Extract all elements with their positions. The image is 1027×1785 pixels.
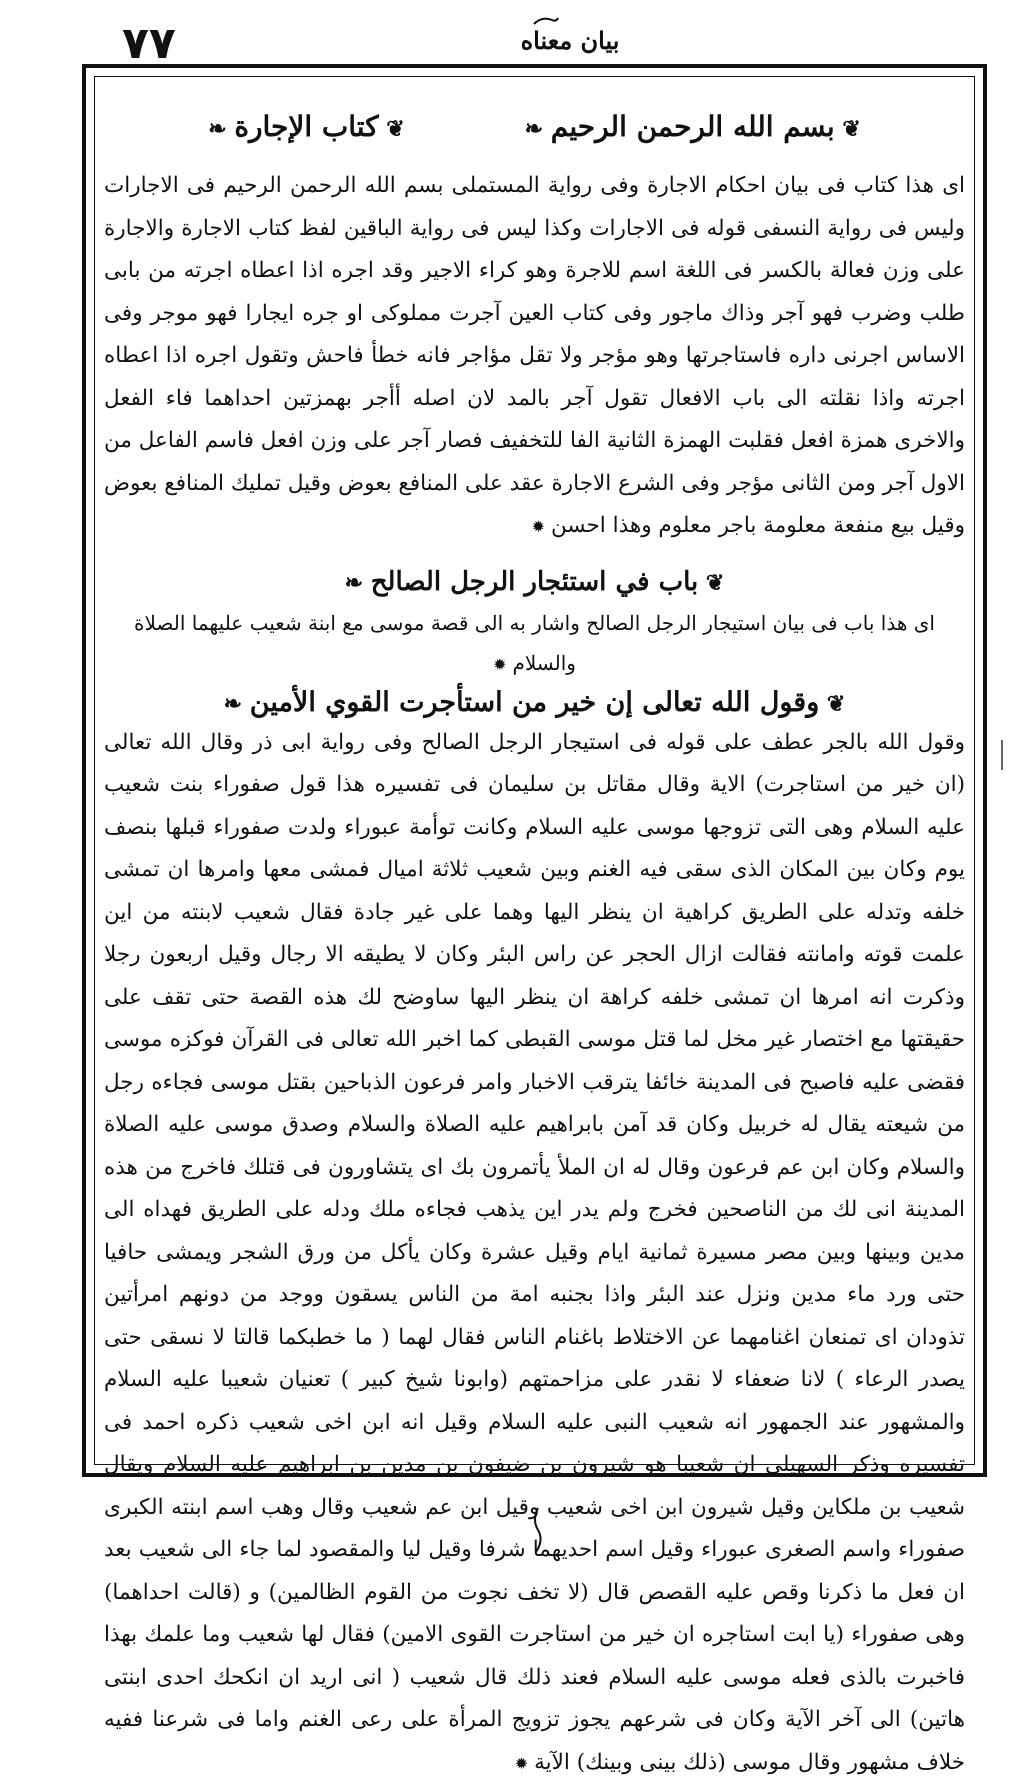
bab-heading: ❦ باب في استئجار الرجل الصالح ❧ <box>104 567 965 597</box>
page-number: ٧٧ <box>122 18 176 69</box>
end-star-icon: ✹ <box>493 655 506 674</box>
paragraph-introduction-text: اى هذا كتاب فى بيان احكام الاجارة وفى رواية المستملى بسم الله الرحمن الرحيم فى الاجارات وليس فى رواية النسفى قوله فى الاجارات وكذا ليس فى رواية الباقين لفظ كتاب الاجارة والاجارة على وزن فعالة بالكسر فى اللغة اسم للاجرة وهو كراء الاجير وقد اجره اذا اعطاه اجرته من بابى طلب وضرب فهو آجر وذاك ماجور وفى كتاب العين آجرت مملوكى او جره ايجارا فهو موجر وفى الاساس اجرنى داره فاستاجرتها وهو مؤجر ولا تقل مؤاجر فانه خطأ فاحش وتقول اجره اذا اعطاه اجرته واذا نقلته الى باب الافعال تقول آجر بالمد لان اصله أأجر بهمزتين احداهما فاء الفعل والاخرى همزة افعل فقلبت الهمزة الثانية الفا للتخفيف فصار آجر على وزن افعل فاسم الفاعل من الاول آجر ومن الثانى مؤجر وفى الشرع الاجارة عقد على المنافع بعوض وقيل تمليك المنافع بعوض وقيل بيع منفعة معلومة باجر معلوم وهذا احسن <box>104 173 965 538</box>
quran-verse-heading: ❦ وقول الله تعالى إن خير من استأجرت القوي الأمين ❧ <box>104 687 965 718</box>
heading-row <box>104 110 965 143</box>
bab-gloss-text: اى هذا باب فى بيان استيجار الرجل الصالح واشار به الى قصة موسى مع ابنة شعيب عليهما الصلاة والسلام <box>134 611 935 675</box>
end-star-icon: ✹ <box>515 1754 528 1773</box>
margin-tick-icon <box>1000 740 1004 770</box>
end-star-icon: ✹ <box>532 517 545 536</box>
paragraph-commentary-text: وقول الله بالجر عطف على قوله فى استيجار الرجل الصالح وفى رواية ابى ذر وقال الله تعالى (ان خير من استاجرت) الاية وقال مقاتل بن سليمان فى تفسيره هذا قول صفوراء بنت شعيب عليه السلام وهى التى تزوجها موسى عليه السلام وكانت توأمة عبوراء ولدت صفوراء قبلها بنصف يوم وكان بين المكان الذى سقى فيه الغنم وبين شعيب ثلاثة اميال فمشى معها وامرها ان تمشى خلفه وتدله على الطريق كراهية ان ينظر اليها وهما على غير جادة فقال شعيب لابنته من اين علمت قوته وامانته فقالت ازال الحجر عن راس البئر وكان لا يطيقه الا رجال وقيل اربعون رجلا وذكرت انه امرها ان تمشى خلفه كراهة ان ينظر اليها ساوضح لك هذه القصة حتى تقف على حقيقتها مع اختصار غير مخل لما قتل موسى القبطى كما اخبر الله تعالى فى القرآن فوكزه موسى فقضى عليه فاصبح فى المدينة خائفا يترقب الاخبار وامر فرعون الذباحين بقتل موسى فجاءه رجل من شيعته يقال له خربيل وكان قد آمن بابراهيم عليه الصلاة والسلام وصدق موسى عليه الصلاة والسلام وكان ابن عم فرعون وقال له ان الملأ يأتمرون بك اى يتشاورون فى قتلك فاخرج من هذه المدينة انى لك من الناصحين فخرج ولم يدر اين يذهب فجاءه ملك ودله على الطريق فهداه الى مدين وبينها وبين مصر مسيرة ثمانية ايام وقيل عشرة وكان يأكل من ورق الشجر ويمشى حافيا حتى ورد ماء مدين ونزل عند البئر واذا بجنبه امة من الناس يسقون ووجد من دونهم امرأتين تذودان اى تمنعان اغنامهما عن الاختلاط باغنام الناس فقال لهما ( ما خطبكما قالتا لا نسقى حتى يصدر الرعاء ) لانا ضعفاء لا نقدر على مزاحمتهم (وابونا شيخ كبير ) تعنيان شعيبا عليه السلام والمشهور عند الجمهور انه شعيب النبى عليه السلام وقيل انه ابن اخى شعيب ذكره احمد فى تفسيره وذكر السهيلى ان شعيبا هو شيرون بن ضيفون بن مدين بن ابراهيم عليه السلام ويقال شعيب بن ملكاين وقيل شيرون ابن اخى شعيب وقيل ابن عم شعيب وقال وهب اسم ابنته الكبرى صفوراء واسم الصغرى عبوراء وقيل اسم احديهما شرفا وقيل ليا والمقصود لما جاء الى شعيب بعد ان فعل ما ذكرنا وقص عليه القصص قال (لا تخف نجوت من القوم الظالمين) و (قالت احداهما) وهى صفوراء (يا ابت استاجره ان خير من استاجرت القوى الامين) فقال لها شعيب وما علمك بهذا فاخبرت بالذى فعله موسى عليه السلام فعند ذلك قال شعيب ( انى اريد ان انكحك احدى ابنتى هاتين) الى آخر الآية وكان فى شرعهم يجوز تزويج المرأة على رعى الغنم واما فى شرعنا ففيه خلاف مشهور وقال موسى (ذلك بينى وبينك) الآية <box>104 730 965 1775</box>
page-content <box>104 86 965 1459</box>
page-frame <box>82 64 987 1477</box>
running-title: بيان معناه <box>490 26 650 55</box>
bab-gloss <box>104 603 965 685</box>
bottom-ornament-icon <box>528 1506 548 1556</box>
page-header <box>70 14 970 66</box>
bismillah-heading: ❦ بسم الله الرحمن الرحيم ❧ <box>525 110 861 143</box>
paragraph-commentary <box>104 722 965 1785</box>
paragraph-introduction <box>104 165 965 549</box>
kitab-heading: ❦ كتاب الإجارة ❧ <box>208 110 404 143</box>
